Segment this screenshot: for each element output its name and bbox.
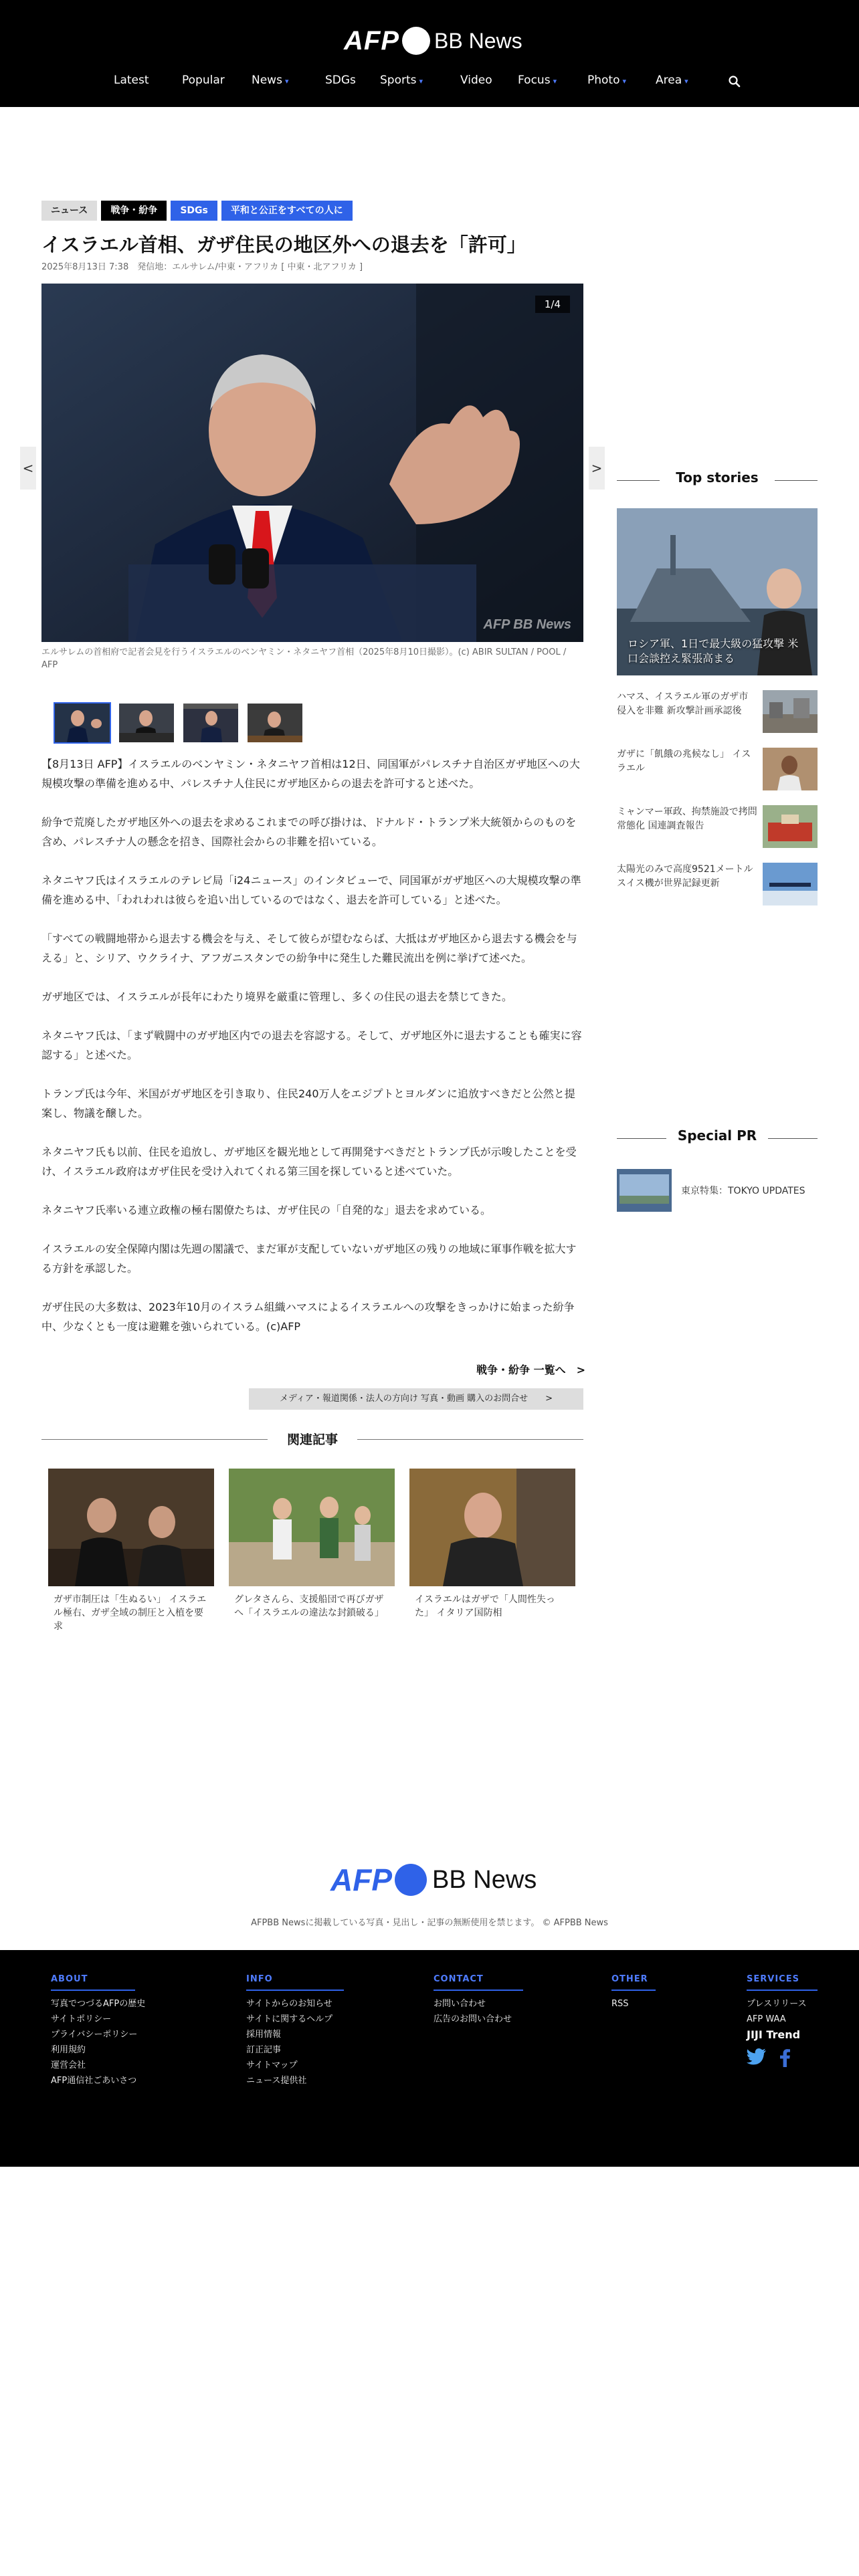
top-story-main-title: ロシア軍、1日で最大級の猛攻撃 米口会談控え緊張高まる	[628, 637, 799, 665]
chevron-down-icon: ▾	[284, 77, 289, 86]
article-title: イスラエル首相、ガザ住民の地区外への退去を「許可」	[41, 233, 527, 256]
logo-dot-icon	[402, 27, 430, 55]
footer-logo-dot-icon	[395, 1864, 427, 1896]
logo-afp-text: AFP	[344, 25, 399, 56]
story-title: 太陽光のみで高度9521メートル スイス機が世界記録更新	[617, 864, 753, 889]
footer-link[interactable]: 採用情報	[246, 2030, 282, 2040]
nav-focus[interactable]	[518, 74, 557, 87]
article-meta: 2025年8月13日 7:38 発信地：エルサレム/中東・アフリカ [ 中東・北アフリカ ]	[41, 262, 363, 272]
chevron-down-icon: ▾	[684, 77, 688, 86]
thumbnail-4[interactable]	[246, 702, 304, 744]
pr-thumbnail	[617, 1169, 672, 1212]
nav-label: Popular	[182, 74, 225, 87]
paragraph: イスラエルの安全保障内閣は先週の閣議で、まだ軍が支配していないガザ地区の残りの地域に軍事作戦を拡大する方針を承認した。	[41, 1243, 577, 1275]
footer-column-about	[51, 1974, 145, 2088]
footer-heading: INFO	[246, 1974, 344, 1991]
nav-video[interactable]	[460, 74, 492, 87]
article-photo[interactable]	[41, 284, 583, 642]
footer-link[interactable]: 運営会社	[51, 2060, 86, 2070]
footer-column-info	[246, 1974, 344, 2088]
footer-link[interactable]: 写真でつづるAFPの歴史	[51, 1999, 146, 2009]
photo-counter: 1/4	[535, 296, 570, 313]
footer-column-contact	[434, 1974, 523, 2027]
paragraph: ネタニヤフ氏率いる連立政権の極右閣僚たちは、ガザ住民の「自発的な」退去を求めている。	[41, 1204, 492, 1216]
top-stories-label: Top stories	[676, 469, 759, 486]
footer-column-other	[611, 1974, 656, 2012]
related-image	[409, 1469, 575, 1586]
footer-logo-bb: BB News	[432, 1865, 537, 1894]
special-pr-heading	[617, 1128, 818, 1148]
jiji-trend-link[interactable]: JIJI Trend	[747, 2028, 801, 2041]
footer-link[interactable]: 訂正記事	[246, 2045, 282, 2055]
story-title: ミャンマー軍政、拘禁施設で拷問常態化 国連調査報告	[617, 807, 757, 831]
paragraph: トランプ氏は今年、米国がガザ地区を引き取り、住民240万人をエジプトとヨルダンに追放すべきだと公然と提案し、物議を醸した。	[41, 1087, 575, 1119]
nav-label: Area	[656, 74, 682, 87]
related-heading	[41, 1430, 583, 1448]
paragraph: ネタニヤフ氏は、「まず戦闘中のガザ地区内での退去を容認する。そして、ガザ地区外に退去することも確実に容認する」と述べた。	[41, 1029, 582, 1061]
story-title: ハマス、イスラエル軍のガザ市侵入を非難 新攻撃計画承認後	[617, 691, 749, 716]
nav-label: SDGs	[325, 74, 356, 87]
copyright-notice: AFPBB Newsに掲載している写真・見出し・記事の無断使用を禁じます。 © AFPBB News	[251, 1918, 608, 1928]
footer-link[interactable]: RSS	[611, 1999, 629, 2009]
top-story-item[interactable]	[617, 805, 818, 852]
paragraph: 「すべての戦闘地帯から退去する機会を与え、そして彼らが望むならば、大抵はガザ地区から退去する機会を与える」と、シリア、ウクライナ、アフガニスタンでの紛争中に発生した難民流出を例に挙げて述べた。	[41, 932, 577, 964]
social-links	[747, 2048, 818, 2067]
footer-heading: OTHER	[611, 1974, 656, 1991]
footer-logo-afp: AFP	[330, 1862, 392, 1897]
tag-sdgs[interactable]: SDGs	[171, 201, 217, 221]
nav-label: Latest	[114, 74, 149, 87]
nav-area[interactable]	[656, 74, 688, 87]
footer-link[interactable]: AFP通信社ごあいさつ	[51, 2076, 137, 2086]
top-story-item[interactable]	[617, 748, 818, 794]
thumbnail-3[interactable]	[182, 702, 240, 744]
special-pr-item[interactable]	[617, 1169, 818, 1213]
nav-label: News	[252, 74, 282, 87]
story-thumbnail	[763, 748, 818, 790]
top-story-item[interactable]	[617, 690, 818, 737]
related-article-3[interactable]	[409, 1469, 575, 1620]
top-story-main[interactable]	[617, 508, 818, 675]
nav-label: Focus	[518, 74, 551, 87]
nav-label: Sports	[380, 74, 417, 87]
category-tags	[41, 201, 353, 221]
footer-heading: CONTACT	[434, 1974, 523, 1991]
related-article-2[interactable]	[229, 1469, 395, 1620]
paragraph: ネタニヤフ氏はイスラエルのテレビ局「i24ニュース」のインタビューで、同国軍がガザ地区への大規模攻撃の準備を進める中、「われわれは彼らを追い出しているのではなく、退去を許可している」と述べた。	[41, 874, 581, 906]
story-thumbnail	[763, 863, 818, 905]
twitter-icon[interactable]	[747, 2048, 767, 2066]
paragraph: 【8月13日 AFP】イスラエルのベンヤミン・ネタニヤフ首相は12日、同国軍がパレスチナ自治区ガザ地区への大規模攻撃の準備を進める中、パレスチナ人住民にガザ地区からの退去を許可すると述べた。	[41, 758, 580, 790]
photo-prev-button[interactable]: <	[20, 447, 36, 490]
war-conflict-list-link[interactable]: 戦争・紛争 一覧へ >	[476, 1364, 585, 1376]
nav-news[interactable]	[252, 74, 288, 87]
chevron-down-icon: ▾	[419, 77, 423, 86]
footer-column-services	[747, 1974, 818, 2067]
footer-link[interactable]: AFP WAA	[747, 2014, 786, 2024]
nav-latest[interactable]	[114, 74, 149, 87]
footer-link[interactable]: ニュース提供社	[246, 2076, 307, 2086]
related-heading-label: 関連記事	[286, 1432, 338, 1447]
nav-photo[interactable]	[587, 74, 626, 87]
special-pr-label: Special PR	[677, 1128, 757, 1144]
media-inquiry-button[interactable]: メディア・報道関係・法人の方向け 写真・動画 購入のお問合せ >	[249, 1388, 583, 1410]
related-title: グレタさんら、支援船団で再びガザへ「イスラエルの違法な封鎖破る」	[234, 1594, 384, 1618]
nav-popular[interactable]	[182, 74, 225, 87]
site-header	[0, 0, 859, 107]
top-story-item[interactable]	[617, 863, 818, 909]
pr-title: 東京特集：TOKYO UPDATES	[681, 1186, 805, 1196]
tag-peace-justice[interactable]: 平和と公正をすべての人に	[221, 201, 353, 221]
site-footer	[0, 1950, 859, 2167]
facebook-icon[interactable]	[779, 2048, 791, 2067]
related-title: イスラエルはガザで「人間性失った」 イタリア国防相	[415, 1594, 555, 1618]
footer-heading: ABOUT	[51, 1974, 135, 1991]
search-icon[interactable]	[728, 75, 741, 88]
footer-link[interactable]: サイトに関するヘルプ	[246, 2014, 333, 2024]
story-title: ガザに「飢餓の兆候なし」 イスラエル	[617, 749, 751, 774]
article-body	[41, 754, 583, 1356]
nav-label: Video	[460, 74, 492, 87]
paragraph: ガザ地区では、イスラエルが長年にわたり境界を厳重に管理し、多くの住民の退去を禁じてきた。	[41, 990, 512, 1003]
related-image	[48, 1469, 214, 1586]
paragraph: ネタニヤフ氏も以前、住民を追放し、ガザ地区を観光地として再開発すべきだとトランプ氏が示唆したことを受け、イスラエル政府はガザ住民を受け入れてくれる第三国を探していると述べていた。	[41, 1146, 577, 1178]
tag-news[interactable]: ニュース	[41, 201, 97, 221]
footer-link[interactable]: プレスリリース	[747, 1999, 807, 2009]
nav-sdgs[interactable]	[325, 74, 356, 87]
chevron-down-icon: ▾	[553, 77, 557, 86]
footer-link[interactable]: サイトからのお知らせ	[246, 1999, 332, 2009]
story-thumbnail	[763, 805, 818, 848]
photo-watermark: AFP BB News	[483, 617, 571, 632]
nav-sports[interactable]	[380, 74, 423, 87]
footer-link[interactable]: 広告のお問い合わせ	[434, 2014, 512, 2024]
story-thumbnail	[763, 690, 818, 733]
related-article-1[interactable]	[48, 1469, 214, 1633]
footer-link[interactable]: お問い合わせ	[434, 1999, 486, 2009]
paragraph: ガザ住民の大多数は、2023年10月のイスラム組織ハマスによるイスラエルへの攻撃をきっかけに始まった紛争中、少なくとも一度は避難を強いられている。(c)AFP	[41, 1301, 575, 1333]
photo-thumbnails	[54, 702, 304, 744]
footer-link[interactable]: サイトマップ	[246, 2060, 298, 2070]
paragraph: 紛争で荒廃したガザ地区外への退去を求めるこれまでの呼び掛けは、ドナルド・トランプ米大統領からのものを含め、パレスチナ人の懸念を招き、国際社会からの非難を招いている。	[41, 816, 577, 848]
thumbnail-2[interactable]	[118, 702, 175, 744]
tag-war-conflict[interactable]: 戦争・紛争	[101, 201, 167, 221]
site-logo[interactable]	[344, 24, 522, 58]
chevron-down-icon: ▾	[622, 77, 627, 86]
thumbnail-1[interactable]	[54, 702, 111, 744]
logo-bb-text: BB News	[434, 28, 522, 53]
footer-heading: SERVICES	[747, 1974, 818, 1991]
photo-illustration	[41, 284, 583, 642]
nav-label: Photo	[587, 74, 620, 87]
photo-caption: エルサレムの首相府で記者会見を行うイスラエルのベンヤミン・ネタニヤフ首相（2025年8月10日撮影）。(c) ABIR SULTAN / POOL / AFP	[41, 647, 567, 670]
footer-link[interactable]: サイトポリシー	[51, 2014, 112, 2024]
footer-logo[interactable]	[330, 1862, 537, 1898]
footer-link[interactable]: プライバシーポリシー	[51, 2030, 138, 2040]
top-stories-heading	[617, 469, 818, 490]
related-image	[229, 1469, 395, 1586]
footer-link[interactable]: 利用規約	[51, 2045, 86, 2055]
related-title: ガザ市制圧は「生ぬるい」 イスラエル極右、ガザ全域の制圧と入植を要求	[54, 1594, 207, 1632]
photo-next-button[interactable]: >	[589, 447, 605, 490]
